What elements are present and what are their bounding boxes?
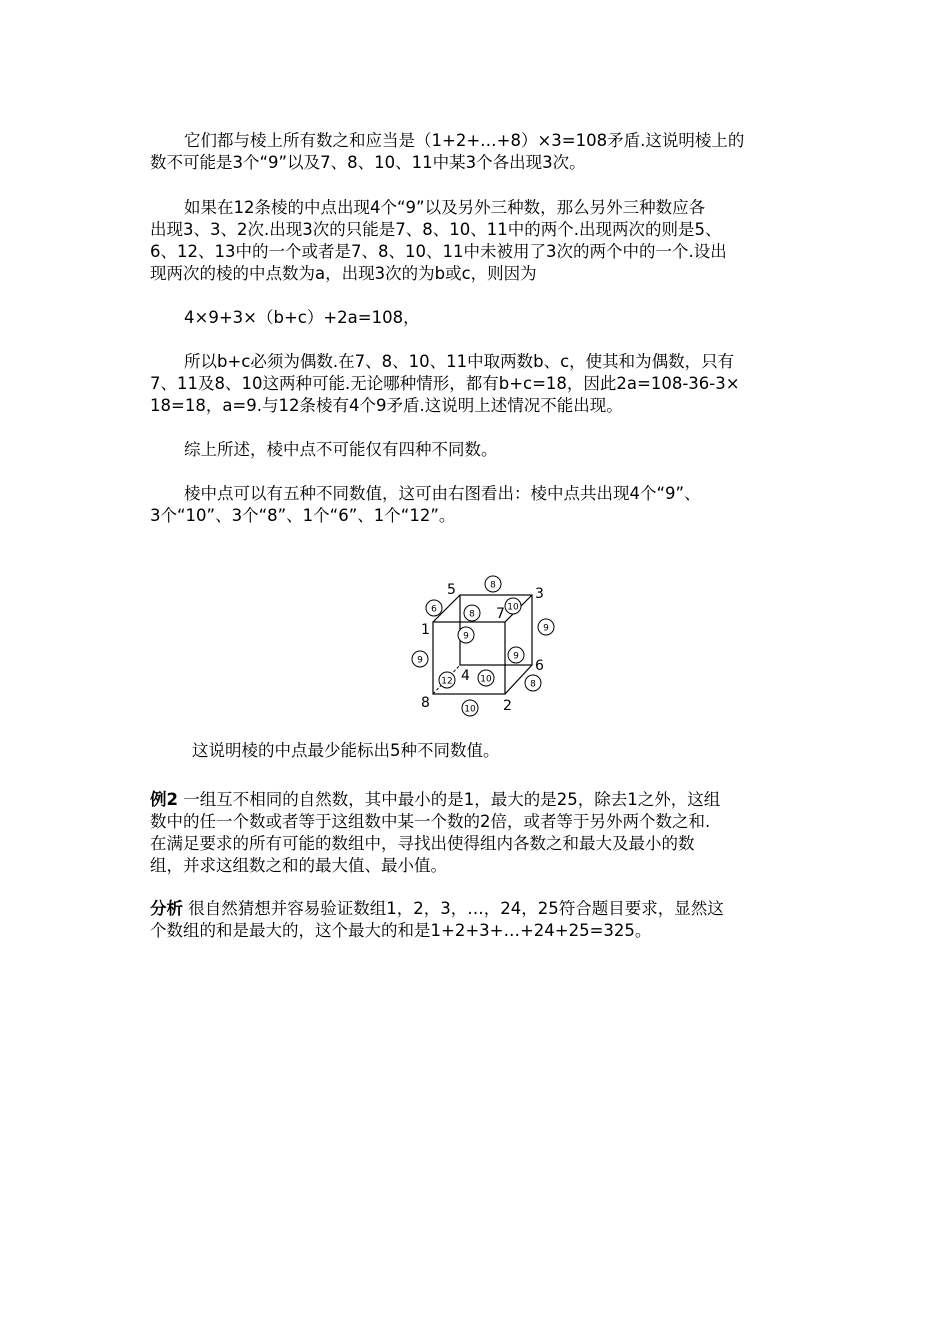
svg-text:10: 10: [464, 704, 476, 715]
svg-text:8: 8: [469, 609, 475, 620]
text-line: 这说明棱的中点最少能标出5种不同数值。: [192, 741, 500, 760]
vertex-label: 4: [461, 668, 470, 684]
edge-number-circle: [439, 672, 455, 688]
paragraph-1: [150, 130, 815, 174]
text-line: 个数组的和是最大的，这个最大的和是1+2+3+…+24+25=325。: [150, 921, 652, 940]
edge-number-circle: [525, 675, 541, 691]
svg-text:6: 6: [431, 604, 437, 615]
text-line: 所以b+c必须为偶数.在7、8、10、11中取两数b、c，使其和为偶数，只有: [184, 352, 735, 371]
text-line: 数中的任一个数或者等于这组数中某一个数的2倍，或者等于另外两个数之和.: [150, 812, 711, 831]
edge-number-circle: [464, 605, 480, 621]
svg-text:9: 9: [543, 623, 549, 634]
text-line: 棱中点可以有五种不同数值，这可由右图看出：棱中点共出现4个“9”、: [184, 484, 701, 503]
text-line: 6、12、13中的一个或者是7、8、10、11中未被用了3次的两个中的一个.设出: [150, 242, 727, 261]
paragraph-4: [150, 351, 815, 417]
example-2: [150, 789, 815, 877]
svg-text:9: 9: [417, 655, 423, 666]
edge-number-circle: [538, 619, 554, 635]
vertex-label: 7: [496, 606, 505, 622]
equation-line: [150, 307, 815, 329]
text-line: 出现3、3、2次.出现3次的只能是7、8、10、11中的两个.出现两次的则是5、: [150, 220, 722, 239]
analysis: [150, 898, 815, 942]
paragraph-5: [150, 439, 815, 461]
vertex-label: 5: [447, 582, 456, 598]
text-line: 18=18，a=9.与12条棱有4个9矛盾.这说明上述情况不能出现。: [150, 396, 623, 415]
vertex-label: 6: [535, 658, 544, 674]
svg-text:10: 10: [480, 674, 492, 685]
vertex-label: 2: [503, 698, 512, 714]
text-line: 综上所述，棱中点不可能仅有四种不同数。: [184, 440, 498, 459]
svg-text:10: 10: [507, 602, 519, 613]
text-line: 很自然猜想并容易验证数组1，2，3，…，24，25符合题目要求，显然这: [183, 899, 724, 918]
edge-number-circle: [426, 600, 442, 616]
edge-number-circle: [458, 627, 474, 643]
edge-number-circle: [505, 598, 521, 614]
text-line: 现两次的棱的中点数为a，出现3次的为b或c，则因为: [150, 264, 537, 283]
text-line: 在满足要求的所有可能的数组中，寻找出使得组内各数之和最大及最小的数: [150, 834, 695, 853]
paragraph-7: [192, 740, 857, 762]
svg-text:8: 8: [530, 679, 536, 690]
text-line: 如果在12条棱的中点出现4个“9”以及另外三种数，那么另外三种数应各: [184, 198, 706, 217]
svg-text:9: 9: [463, 631, 469, 642]
edge-number-circle: [485, 576, 501, 592]
text-line: 4×9+3×（b+c）+2a=108，: [184, 308, 420, 327]
svg-text:12: 12: [441, 676, 453, 687]
vertex-label: 3: [535, 586, 544, 602]
edge-number-circle: [478, 670, 494, 686]
text-line: 数不可能是3个“9”以及7、8、10、11中某3个各出现3次。: [150, 153, 586, 172]
paragraph-2: [150, 197, 815, 285]
edge-number-circle: [412, 651, 428, 667]
text-line: 一组互不相同的自然数，其中最小的是1，最大的是25，除去1之外，这组: [177, 790, 721, 809]
text-line: 3个“10”、3个“8”、1个“6”、1个“12”。: [150, 506, 456, 525]
svg-text:9: 9: [513, 651, 519, 662]
paragraph-6: [150, 483, 815, 527]
cube-diagram: [405, 570, 565, 720]
text-line: 组，并求这组数之和的最大值、最小值。: [150, 856, 447, 875]
vertex-label: 8: [421, 695, 430, 711]
svg-text:8: 8: [490, 580, 496, 591]
analysis-label: 分析: [150, 899, 183, 918]
example-label: 例2: [150, 790, 178, 809]
text-line: 它们都与棱上所有数之和应当是（1+2+…+8）×3=108矛盾.这说明棱上的: [184, 131, 745, 150]
edge-number-circle: [508, 647, 524, 663]
edge-number-circle: [462, 700, 478, 716]
vertex-label: 1: [421, 622, 430, 638]
text-line: 7、11及8、10这两种可能.无论哪种情形，都有b+c=18，因此2a=108-36-3×: [150, 374, 740, 393]
